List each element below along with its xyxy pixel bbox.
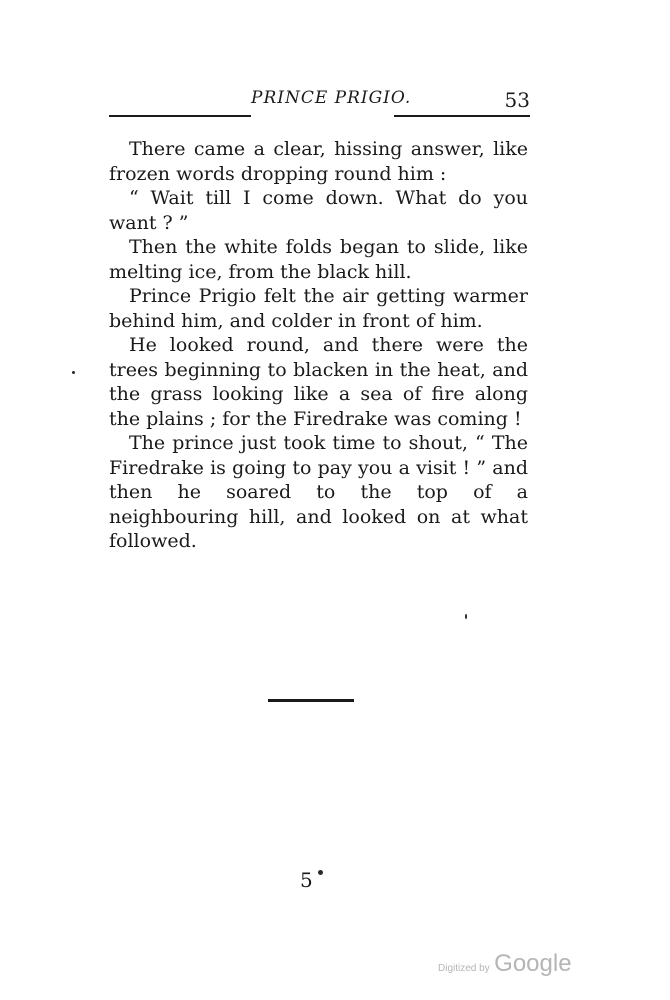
print-speck — [318, 870, 323, 875]
body-text — [109, 137, 528, 554]
print-speck — [465, 614, 467, 619]
end-rule — [268, 699, 354, 702]
page-number: 53 — [504, 88, 530, 112]
running-title: PRINCE PRIGIO. — [251, 88, 412, 108]
watermark-brand: Google — [494, 950, 572, 977]
signature-mark: 5 — [300, 868, 313, 892]
paragraph: There came a clear, hissing answer, like frozen words dropping round him : — [109, 138, 528, 185]
watermark — [438, 950, 572, 978]
header-rule-right — [394, 115, 530, 117]
paragraph: Prince Prigio felt the air getting warmer behind him, and colder in front of him. — [109, 285, 528, 332]
watermark-prefix: Digitized by — [438, 963, 490, 974]
print-speck — [72, 371, 75, 374]
paragraph: He looked round, and there were the trees beginning to blacken in the heat, and the grass looking like a sea of fire along the plains ; for the Firedrake was coming ! — [109, 334, 528, 430]
paragraph: Then the white folds began to slide, like melting ice, from the black hill. — [109, 236, 528, 283]
header-rule-left — [109, 115, 251, 117]
paragraph: The prince just took time to shout, “ The Firedrake is going to pay you a visit ! ” and then he soared to the top of a neighbouring hill, and looked on at what followed. — [109, 432, 528, 552]
paragraph: “ Wait till I come down. What do you want ? ” — [109, 187, 528, 234]
page-header — [109, 88, 530, 118]
